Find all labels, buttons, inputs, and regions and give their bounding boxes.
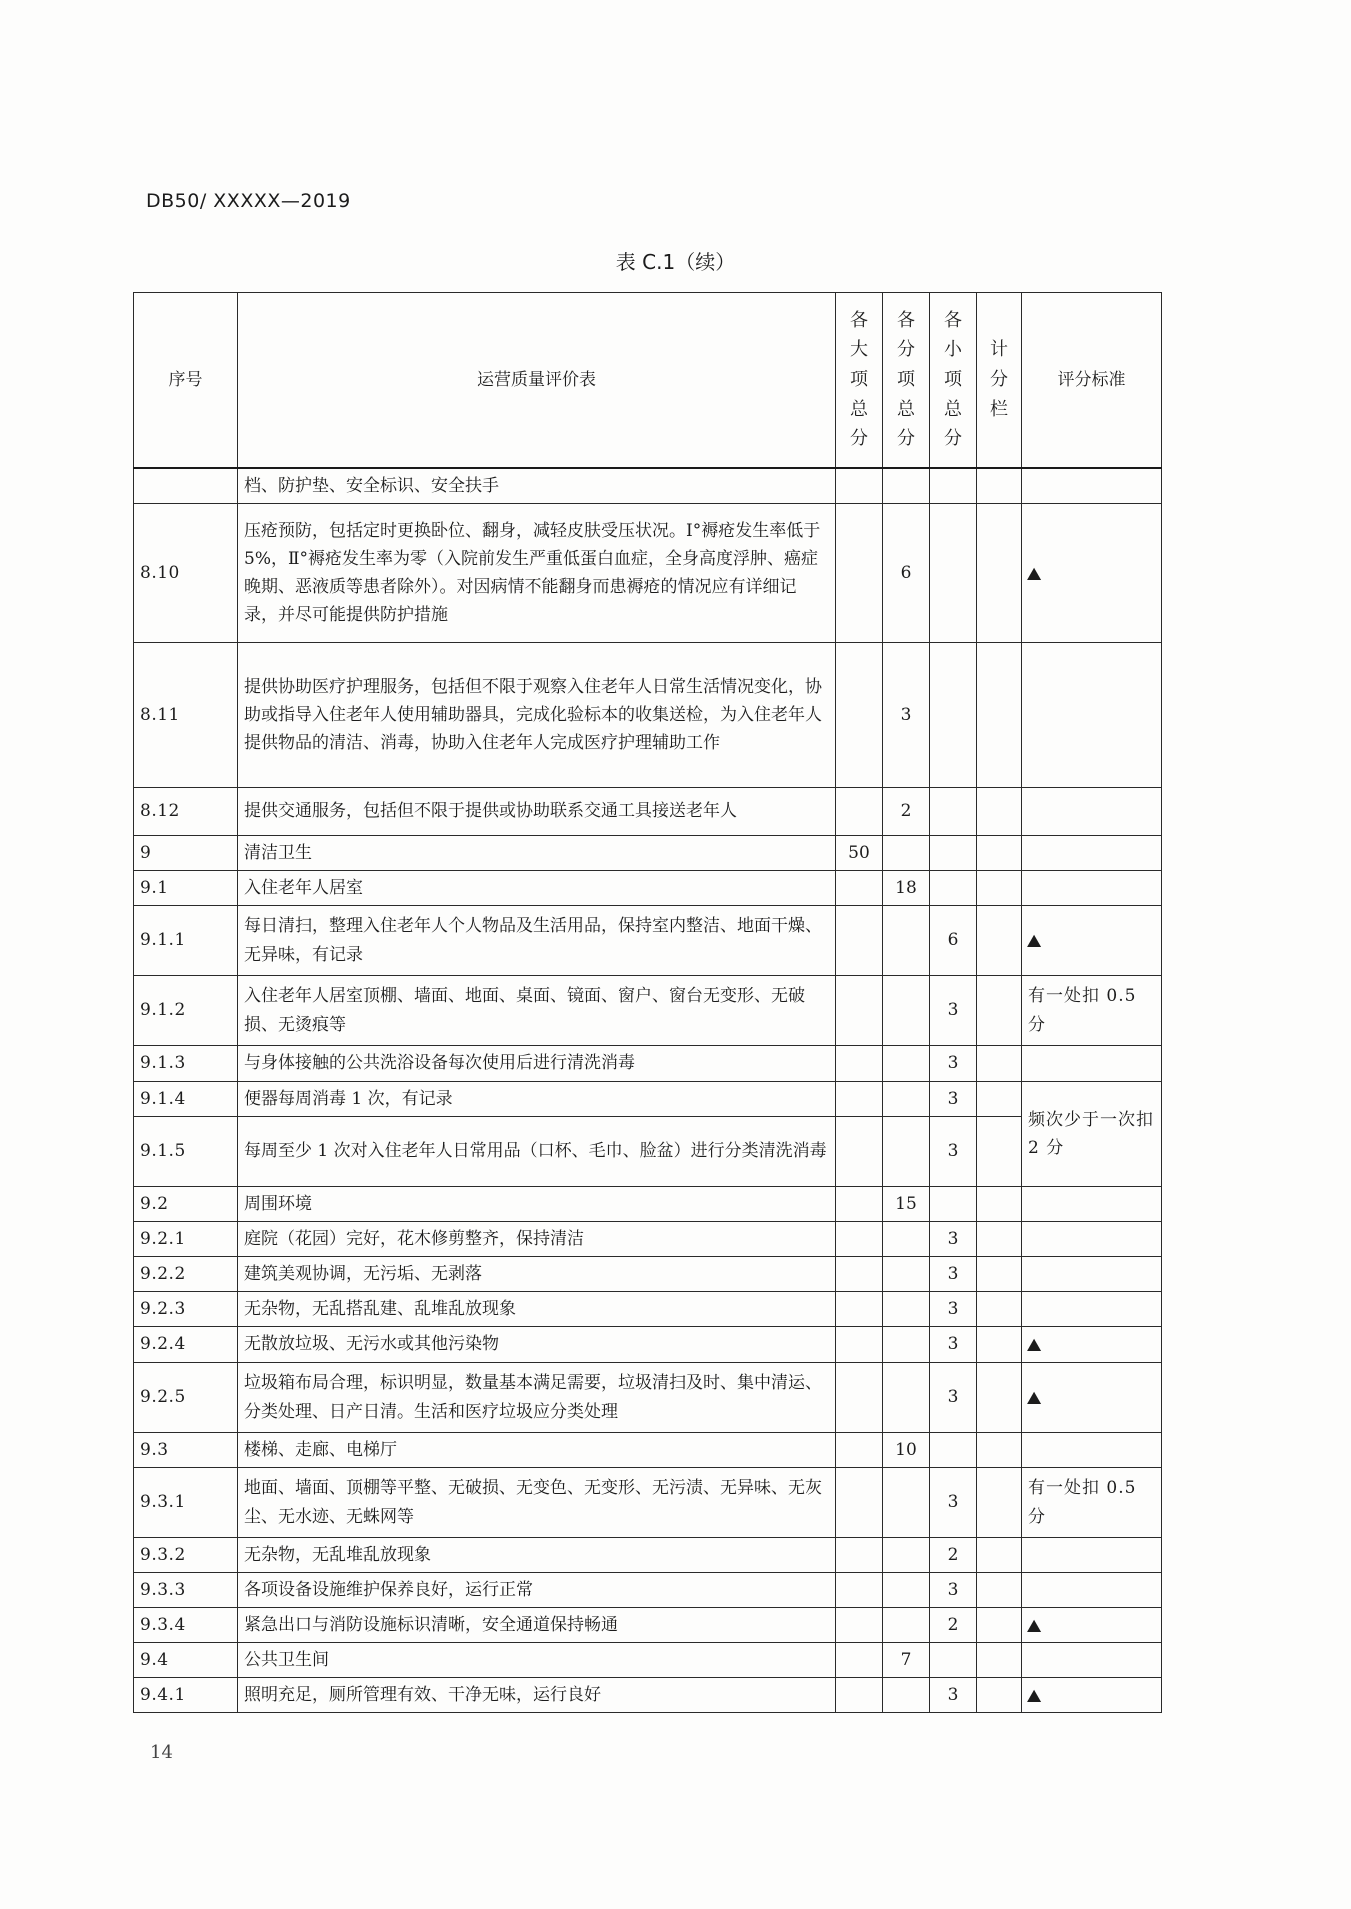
header-minor-total: 各 小 项 总 分 <box>930 293 977 468</box>
row-major <box>836 468 883 504</box>
row-minor: 3 <box>930 1292 977 1327</box>
row-seq: 9.4.1 <box>134 1678 238 1713</box>
row-content: 档、防护垫、安全标识、安全扶手 <box>238 468 836 504</box>
row-seq: 9.1.4 <box>134 1082 238 1117</box>
table-row <box>134 788 1162 836</box>
row-standard <box>1022 836 1162 871</box>
row-major <box>836 1187 883 1222</box>
row-minor <box>930 643 977 788</box>
table-row <box>134 1643 1162 1678</box>
row-score <box>977 1187 1022 1222</box>
row-seq: 9.2.3 <box>134 1292 238 1327</box>
row-minor <box>930 871 977 906</box>
row-seq <box>134 468 238 504</box>
row-score <box>977 1117 1022 1187</box>
row-seq: 9.1.1 <box>134 906 238 976</box>
table-row <box>134 976 1162 1046</box>
row-sub: 15 <box>883 1187 930 1222</box>
row-major <box>836 504 883 643</box>
table-row <box>134 1257 1162 1292</box>
row-sub <box>883 906 930 976</box>
row-score <box>977 1468 1022 1538</box>
table-row <box>134 1327 1162 1363</box>
row-score <box>977 1327 1022 1363</box>
header-content: 运营质量评价表 <box>238 293 836 468</box>
row-content: 无杂物，无乱堆乱放现象 <box>238 1538 836 1573</box>
key-item-triangle-icon: ▲ <box>1027 1387 1043 1407</box>
row-standard <box>1022 1608 1162 1643</box>
table-row <box>134 1117 1162 1187</box>
row-standard <box>1022 788 1162 836</box>
row-standard <box>1022 1292 1162 1327</box>
row-major <box>836 1678 883 1713</box>
row-score <box>977 1643 1022 1678</box>
row-major <box>836 1222 883 1257</box>
row-minor: 3 <box>930 1257 977 1292</box>
row-minor <box>930 1643 977 1678</box>
row-score <box>977 1538 1022 1573</box>
row-score <box>977 976 1022 1046</box>
row-score <box>977 1082 1022 1117</box>
row-sub: 3 <box>883 643 930 788</box>
row-minor <box>930 504 977 643</box>
table-row <box>134 1538 1162 1573</box>
row-score <box>977 1573 1022 1608</box>
row-minor: 6 <box>930 906 977 976</box>
table-row <box>134 871 1162 906</box>
row-seq: 9.4 <box>134 1643 238 1678</box>
row-score <box>977 643 1022 788</box>
row-score <box>977 1222 1022 1257</box>
page-number: 14 <box>150 1742 173 1763</box>
row-standard <box>1022 468 1162 504</box>
key-item-triangle-icon: ▲ <box>1027 562 1043 582</box>
row-major <box>836 1046 883 1082</box>
row-standard <box>1022 1187 1162 1222</box>
row-major <box>836 1608 883 1643</box>
evaluation-table <box>133 292 1162 1713</box>
row-content: 入住老年人居室顶棚、墙面、地面、桌面、镜面、窗户、窗台无变形、无破损、无烫痕等 <box>238 976 836 1046</box>
row-score <box>977 1046 1022 1082</box>
row-standard <box>1022 1257 1162 1292</box>
table-row <box>134 1082 1162 1117</box>
row-content: 楼梯、走廊、电梯厅 <box>238 1433 836 1468</box>
table-row <box>134 906 1162 976</box>
row-minor <box>930 1187 977 1222</box>
row-content: 地面、墙面、顶棚等平整、无破损、无变色、无变形、无污渍、无异味、无灰尘、无水迹、无蛛网等 <box>238 1468 836 1538</box>
row-seq: 9.3.2 <box>134 1538 238 1573</box>
header-standard: 评分标准 <box>1022 293 1162 468</box>
row-standard <box>1022 504 1162 643</box>
table-row <box>134 1222 1162 1257</box>
row-major <box>836 1327 883 1363</box>
row-score <box>977 468 1022 504</box>
row-minor <box>930 788 977 836</box>
row-sub: 2 <box>883 788 930 836</box>
table-row <box>134 1187 1162 1222</box>
row-sub: 18 <box>883 871 930 906</box>
header-seq: 序号 <box>134 293 238 468</box>
row-major <box>836 1363 883 1433</box>
row-seq: 8.12 <box>134 788 238 836</box>
row-sub: 10 <box>883 1433 930 1468</box>
table-header-row <box>134 293 1162 468</box>
row-content: 压疮预防，包括定时更换卧位、翻身，减轻皮肤受压状况。Ⅰ°褥疮发生率低于5%，Ⅱ°褥疮发生率为零（入院前发生严重低蛋白血症，全身高度浮肿、癌症晚期、恶液质等患者除外）。对因病情不能翻身而患褥疮的情况应有详细记录，并尽可能提供防护措施 <box>238 504 836 643</box>
row-sub <box>883 1117 930 1187</box>
row-standard <box>1022 1327 1162 1363</box>
row-seq: 9.1.3 <box>134 1046 238 1082</box>
row-minor: 2 <box>930 1608 977 1643</box>
table-row <box>134 643 1162 788</box>
row-minor: 3 <box>930 1468 977 1538</box>
row-sub <box>883 1468 930 1538</box>
row-sub <box>883 1257 930 1292</box>
row-minor: 3 <box>930 1573 977 1608</box>
row-standard: 频次少于一次扣 2 分 <box>1022 1082 1162 1187</box>
row-standard: 有一处扣 0.5 分 <box>1022 976 1162 1046</box>
document-code: DB50/ XXXXX—2019 <box>146 190 351 212</box>
row-sub <box>883 1082 930 1117</box>
row-sub <box>883 1608 930 1643</box>
row-major <box>836 1292 883 1327</box>
row-minor: 3 <box>930 1046 977 1082</box>
row-seq: 8.10 <box>134 504 238 643</box>
row-seq: 9.2.4 <box>134 1327 238 1363</box>
row-seq: 9.1 <box>134 871 238 906</box>
row-seq: 9.3.4 <box>134 1608 238 1643</box>
row-seq: 9.3 <box>134 1433 238 1468</box>
row-seq: 9.2 <box>134 1187 238 1222</box>
row-content: 垃圾箱布局合理，标识明显，数量基本满足需要，垃圾清扫及时、集中清运、分类处理、日产日清。生活和医疗垃圾应分类处理 <box>238 1363 836 1433</box>
row-major <box>836 1573 883 1608</box>
row-score <box>977 1292 1022 1327</box>
row-major <box>836 788 883 836</box>
row-content: 无杂物，无乱搭乱建、乱堆乱放现象 <box>238 1292 836 1327</box>
row-sub <box>883 1573 930 1608</box>
row-sub: 7 <box>883 1643 930 1678</box>
row-content: 无散放垃圾、无污水或其他污染物 <box>238 1327 836 1363</box>
table-row <box>134 1363 1162 1433</box>
row-seq: 9.1.5 <box>134 1117 238 1187</box>
row-content: 公共卫生间 <box>238 1643 836 1678</box>
row-score <box>977 788 1022 836</box>
row-major: 50 <box>836 836 883 871</box>
row-sub <box>883 1327 930 1363</box>
row-standard <box>1022 643 1162 788</box>
row-content: 入住老年人居室 <box>238 871 836 906</box>
row-score <box>977 504 1022 643</box>
row-major <box>836 1643 883 1678</box>
row-sub <box>883 1678 930 1713</box>
row-content: 每周至少 1 次对入住老年人日常用品（口杯、毛巾、脸盆）进行分类清洗消毒 <box>238 1117 836 1187</box>
row-score <box>977 1363 1022 1433</box>
row-standard: 有一处扣 0.5 分 <box>1022 1468 1162 1538</box>
table-title: 表 C.1（续） <box>615 250 736 274</box>
row-minor: 3 <box>930 1117 977 1187</box>
row-standard <box>1022 1538 1162 1573</box>
row-content: 每日清扫，整理入住老年人个人物品及生活用品，保持室内整洁、地面干燥、无异味，有记录 <box>238 906 836 976</box>
row-score <box>977 1678 1022 1713</box>
row-standard <box>1022 1678 1162 1713</box>
row-major <box>836 643 883 788</box>
row-major <box>836 976 883 1046</box>
table-row <box>134 1678 1162 1713</box>
row-content: 清洁卫生 <box>238 836 836 871</box>
row-standard <box>1022 1222 1162 1257</box>
row-sub <box>883 976 930 1046</box>
row-score <box>977 1257 1022 1292</box>
row-major <box>836 871 883 906</box>
row-minor: 3 <box>930 1678 977 1713</box>
row-standard <box>1022 1046 1162 1082</box>
row-minor: 3 <box>930 1363 977 1433</box>
row-major <box>836 1468 883 1538</box>
row-minor: 3 <box>930 1082 977 1117</box>
row-seq: 9 <box>134 836 238 871</box>
row-standard <box>1022 906 1162 976</box>
row-minor: 3 <box>930 976 977 1046</box>
row-standard <box>1022 871 1162 906</box>
row-score <box>977 871 1022 906</box>
row-score <box>977 836 1022 871</box>
row-content: 照明充足，厕所管理有效、干净无味，运行良好 <box>238 1678 836 1713</box>
row-content: 紧急出口与消防设施标识清晰，安全通道保持畅通 <box>238 1608 836 1643</box>
row-sub <box>883 1292 930 1327</box>
row-major <box>836 1117 883 1187</box>
table-row <box>134 504 1162 643</box>
row-content: 庭院（花园）完好，花木修剪整齐，保持清洁 <box>238 1222 836 1257</box>
row-content: 建筑美观协调，无污垢、无剥落 <box>238 1257 836 1292</box>
table-row <box>134 1573 1162 1608</box>
section-row <box>134 836 1162 871</box>
row-sub: 6 <box>883 504 930 643</box>
row-minor: 3 <box>930 1327 977 1363</box>
table-row <box>134 1608 1162 1643</box>
row-score <box>977 906 1022 976</box>
row-sub <box>883 1222 930 1257</box>
row-content: 便器每周消毒 1 次，有记录 <box>238 1082 836 1117</box>
row-major <box>836 1082 883 1117</box>
table-row <box>134 468 1162 504</box>
row-seq: 9.2.2 <box>134 1257 238 1292</box>
row-seq: 8.11 <box>134 643 238 788</box>
row-sub <box>883 1363 930 1433</box>
row-content: 周围环境 <box>238 1187 836 1222</box>
row-score <box>977 1608 1022 1643</box>
row-major <box>836 1257 883 1292</box>
row-seq: 9.3.3 <box>134 1573 238 1608</box>
row-score <box>977 1433 1022 1468</box>
row-standard <box>1022 1363 1162 1433</box>
table-row <box>134 1468 1162 1538</box>
key-item-triangle-icon: ▲ <box>1027 1614 1043 1634</box>
row-sub <box>883 1046 930 1082</box>
row-content: 提供协助医疗护理服务，包括但不限于观察入住老年人日常生活情况变化，协助或指导入住老年人使用辅助器具，完成化验标本的收集送检，为入住老年人提供物品的清洁、消毒，协助入住老年人完成医疗护理辅助工作 <box>238 643 836 788</box>
row-seq: 9.2.5 <box>134 1363 238 1433</box>
row-sub <box>883 1538 930 1573</box>
row-minor: 2 <box>930 1538 977 1573</box>
table-row <box>134 1292 1162 1327</box>
row-standard <box>1022 1643 1162 1678</box>
header-score-column: 计 分 栏 <box>977 293 1022 468</box>
row-minor: 3 <box>930 1222 977 1257</box>
row-major <box>836 1538 883 1573</box>
row-standard <box>1022 1433 1162 1468</box>
header-sub-total: 各 分 项 总 分 <box>883 293 930 468</box>
row-sub <box>883 468 930 504</box>
row-standard <box>1022 1573 1162 1608</box>
table-row <box>134 1433 1162 1468</box>
row-sub <box>883 836 930 871</box>
key-item-triangle-icon: ▲ <box>1027 930 1043 950</box>
row-minor <box>930 468 977 504</box>
row-minor <box>930 1433 977 1468</box>
key-item-triangle-icon: ▲ <box>1027 1684 1043 1704</box>
row-content: 与身体接触的公共洗浴设备每次使用后进行清洗消毒 <box>238 1046 836 1082</box>
header-major-total: 各 大 项 总 分 <box>836 293 883 468</box>
row-minor <box>930 836 977 871</box>
table-row <box>134 1046 1162 1082</box>
key-item-triangle-icon: ▲ <box>1027 1334 1043 1354</box>
row-content: 提供交通服务，包括但不限于提供或协助联系交通工具接送老年人 <box>238 788 836 836</box>
row-major <box>836 1433 883 1468</box>
row-major <box>836 906 883 976</box>
row-seq: 9.3.1 <box>134 1468 238 1538</box>
row-seq: 9.1.2 <box>134 976 238 1046</box>
row-seq: 9.2.1 <box>134 1222 238 1257</box>
row-content: 各项设备设施维护保养良好，运行正常 <box>238 1573 836 1608</box>
